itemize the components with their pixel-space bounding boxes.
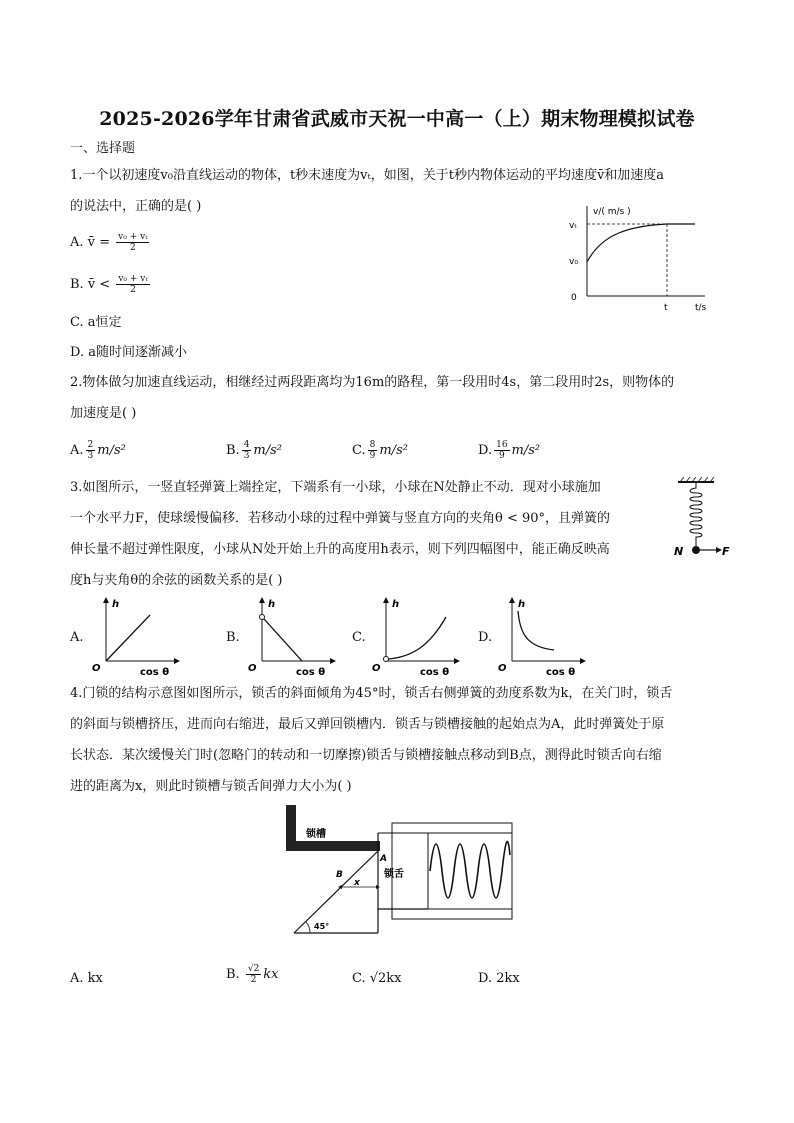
q4-stem-line3: 长状态．某次缓慢关门时(忽略门的转动和一切摩擦)锁舌与锁槽接触点移动到B点，测得此时锁舌向右缩 bbox=[70, 748, 662, 763]
q4-housing-top bbox=[392, 823, 512, 833]
q2-stem-line1: 2.物体做匀加速直线运动，相继经过两段距离均为16m的路程，第一段用时4s，第二段用时2s，则物体的 bbox=[70, 375, 675, 390]
q1-graph-t: t bbox=[664, 303, 668, 313]
svg-text:cos θ: cos θ bbox=[546, 667, 576, 677]
q3-graph-b-line bbox=[264, 619, 302, 661]
q3-label-n: N bbox=[674, 545, 684, 558]
q1-option-c[interactable]: C. a恒定 bbox=[70, 315, 122, 330]
q3-graph-c-curve bbox=[388, 617, 446, 659]
svg-text:h: h bbox=[518, 599, 526, 610]
q4-option-c[interactable]: C. √2kx bbox=[352, 971, 402, 986]
q4-label-x: x bbox=[354, 878, 360, 888]
q2-option-a[interactable]: A. $\frac{2}{3}$ m/s² bbox=[70, 440, 126, 461]
q3-graph-a[interactable] bbox=[88, 595, 188, 677]
q4-label-b: B bbox=[336, 870, 343, 880]
svg-text:O: O bbox=[498, 663, 507, 674]
q3-option-b-label[interactable]: B. bbox=[226, 630, 240, 645]
q3-spring-figure bbox=[670, 476, 730, 566]
q2-option-b[interactable]: B. $\frac{4}{3}$ m/s² bbox=[226, 440, 283, 461]
q3-graph-b[interactable] bbox=[244, 595, 344, 677]
q2-stem-line2: 加速度是( ) bbox=[70, 406, 137, 421]
q1-option-a[interactable] bbox=[70, 232, 151, 253]
q1-option-a-prefix: A. v̄ = bbox=[70, 235, 111, 250]
q3-option-d-label[interactable]: D. bbox=[478, 630, 493, 645]
page-title: 2025-2026学年甘肃省武威市天祝一中高一（上）期末物理模拟试卷 bbox=[99, 108, 695, 130]
q4-stem-line2: 的斜面与锁槽挤压，进而向右缩进，最后又弹回锁槽内．锁舌与锁槽接触的起始点为A，此时弹簧处于原 bbox=[70, 717, 665, 732]
q1-graph-origin: 0 bbox=[571, 293, 577, 303]
q3-stem-line1: 3.如图所示，一竖直轻弹簧上端拴定，下端系有一小球，小球在N处静止不动．现对小球施加 bbox=[70, 480, 601, 495]
q3-graph-c[interactable] bbox=[368, 595, 468, 677]
svg-text:cos θ: cos θ bbox=[420, 667, 450, 677]
svg-text:h: h bbox=[392, 599, 400, 610]
svg-text:O: O bbox=[248, 663, 257, 674]
q1-stem-line2: 的说法中，正确的是( ) bbox=[70, 199, 202, 214]
q3-ball bbox=[692, 546, 700, 554]
q3-stem-line4: 度h与夹角θ的余弦的函数关系的是( ) bbox=[70, 573, 283, 588]
svg-text:cos θ: cos θ bbox=[296, 667, 326, 677]
q3-stem-line2: 一个水平力F，使球缓慢偏移．若移动小球的过程中弹簧与竖直方向的夹角θ < 90°，且弹簧的 bbox=[70, 511, 611, 526]
q3-graph-d-curve bbox=[518, 611, 554, 650]
q1-option-b-prefix: B. v̄ < bbox=[70, 277, 111, 292]
q2-option-c[interactable]: C. $\frac{8}{9}$ m/s² bbox=[352, 440, 408, 461]
q3-spring bbox=[690, 482, 702, 546]
q1-graph-vt: vₜ bbox=[569, 221, 577, 231]
q1-option-a-fraction: $\frac{\text{v₀ + vₜ}}{2}$ bbox=[118, 232, 148, 253]
q3-stem-line3: 伸长量不超过弹性限度，小球从N处开始上升的高度用h表示，则下列四幅图中，能正确反映高 bbox=[70, 542, 610, 557]
q1-stem-line1: 1.一个以初速度v₀沿直线运动的物体，t秒末速度为vₜ，如图，关于t秒内物体运动的平均速度v̄和加速度a bbox=[70, 168, 665, 183]
q4-stem-line4: 进的距离为x，则此时锁槽与锁舌间弹力大小为( ) bbox=[70, 779, 352, 794]
q4-spring bbox=[430, 842, 510, 898]
q4-option-a[interactable]: A. kx bbox=[70, 971, 103, 986]
q1-velocity-graph bbox=[555, 200, 720, 318]
q3-label-f: F bbox=[722, 545, 730, 558]
q3-option-a-label[interactable]: A. bbox=[70, 630, 84, 645]
q4-label-slot: 锁槽 bbox=[306, 829, 326, 840]
q4-label-tongue: 锁舌 bbox=[384, 869, 404, 880]
q1-graph-xlabel: t/s bbox=[695, 303, 707, 313]
q4-housing-bottom bbox=[392, 909, 512, 919]
q4-stem-line1: 4.门锁的结构示意图如图所示，锁舌的斜面倾角为45°时，锁舌右侧弹簧的劲度系数为k，在关门时，锁舌 bbox=[70, 686, 673, 701]
q3-graph-c-open-dot bbox=[384, 657, 389, 662]
q4-lock-figure bbox=[280, 805, 520, 945]
svg-text:O: O bbox=[372, 663, 381, 674]
q4-lock-tongue bbox=[294, 851, 428, 933]
q4-label-angle: 45° bbox=[314, 922, 330, 931]
q4-lock-slot bbox=[286, 805, 380, 851]
q1-graph-curve bbox=[587, 224, 695, 262]
svg-text:h: h bbox=[268, 599, 276, 610]
q3-graph-b-open-dot bbox=[260, 615, 265, 620]
q1-graph-v0: v₀ bbox=[569, 257, 578, 267]
q3-graph-d[interactable] bbox=[494, 595, 594, 677]
q4-label-a: A bbox=[380, 854, 387, 864]
q3-graph-a-line bbox=[106, 615, 150, 661]
q3-option-c-label[interactable]: C. bbox=[352, 630, 366, 645]
q4-option-b[interactable]: B. $\frac{√2}{2}$ kx bbox=[226, 964, 279, 985]
section-heading: 一、选择题 bbox=[70, 141, 136, 156]
svg-text:h: h bbox=[112, 599, 120, 610]
q4-option-d[interactable]: D. 2kx bbox=[478, 971, 520, 986]
svg-text:cos θ: cos θ bbox=[140, 667, 170, 677]
q1-option-b-fraction: $\frac{\text{v₀ + vₜ}}{2}$ bbox=[118, 274, 148, 295]
q1-option-d[interactable]: D. a随时间逐渐减小 bbox=[70, 345, 187, 360]
q1-option-b[interactable] bbox=[70, 274, 152, 295]
q2-option-d[interactable]: D. $\frac{16}{9}$ m/s² bbox=[478, 440, 541, 461]
svg-text:O: O bbox=[92, 663, 101, 674]
q1-graph-ylabel: v/( m/s ) bbox=[593, 207, 631, 217]
